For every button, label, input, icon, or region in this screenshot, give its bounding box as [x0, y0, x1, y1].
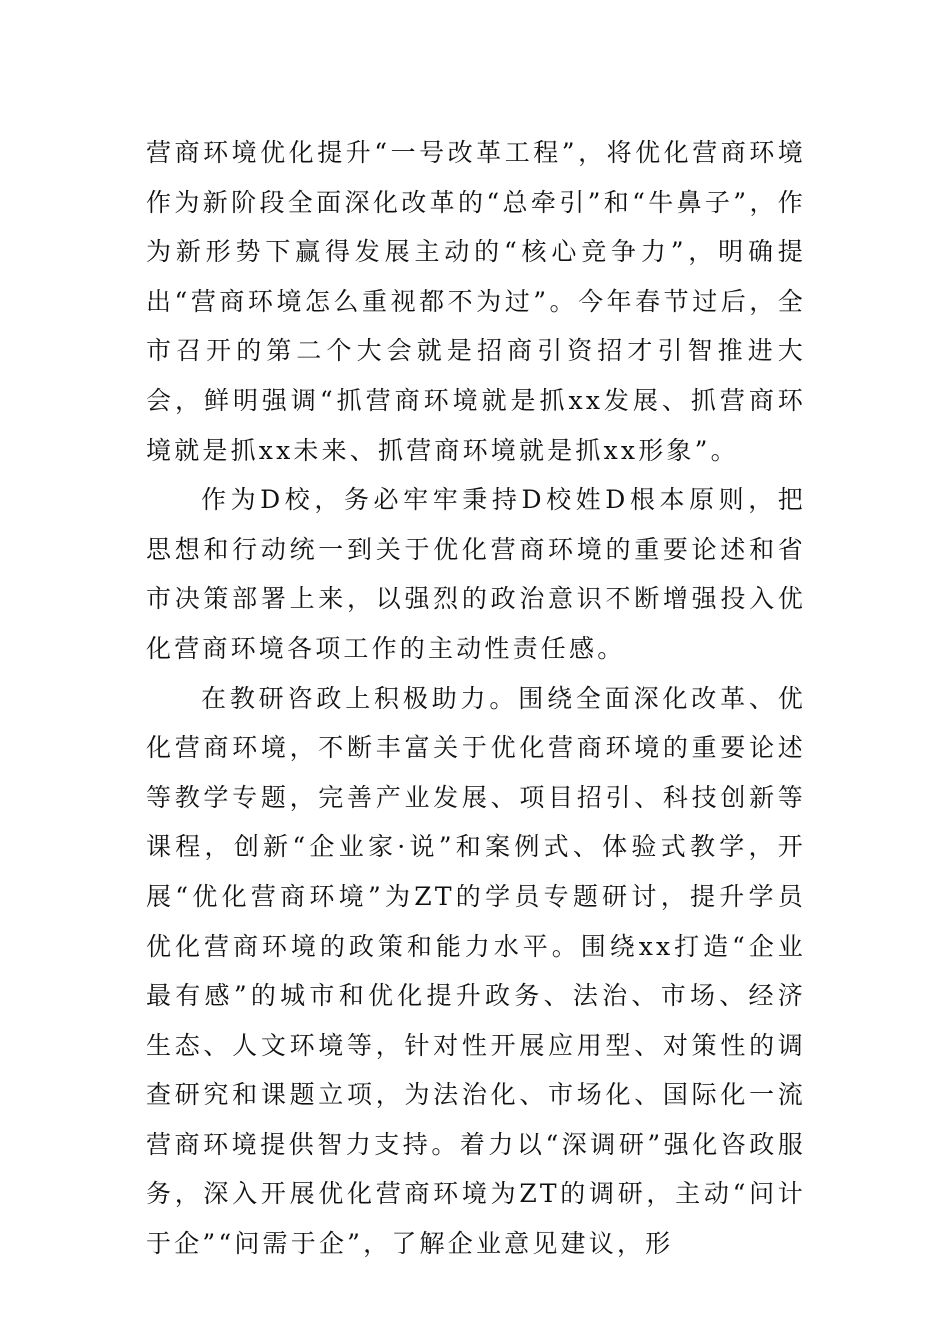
paragraph-continued: 营商环境优化提升“一号改革工程”，将优化营商环境作为新阶段全面深化改革的“总牵引”和“牛鼻子”，作为新形势下赢得发展主动的“核心竞争力”，明确提出“营商环境怎么重视都不为过”。今年春节过后，全市召开的第二个大会就是招商引资招才引智推进大会，鲜明强调“抓营商环境就是抓xx发展、抓营商环境就是抓xx未来、抓营商环境就是抓xx形象”。 — [146, 138, 806, 465]
paragraph-teaching-research: 在教研咨政上积极助力。围绕全面深化改革、优化营商环境，不断丰富关于优化营商环境的重要论述等教学专题，完善产业发展、项目招引、科技创新等课程，创新“企业家·说”和案例式、体验式教学，开展“优化营商环境”为ZT的学员专题研讨，提升学员优化营商环境的政策和能力水平。围绕xx打造“企业最有感”的城市和优化提升政务、法治、市场、经济生态、人文环境等，针对性开展应用型、对策性的调查研究和课题立项，为法治化、市场化、国际化一流营商环境提供智力支持。着力以“深调研”强化咨政服务，深入开展优化营商环境为ZT的调研，主动“问计于企”“问需于企”，了解企业意见建议，形 — [146, 683, 806, 1259]
paragraph-party-school-principle: 作为D校，务必牢牢秉持D校姓D根本原则，把思想和行动统一到关于优化营商环境的重要论述和省市决策部署上来，以强烈的政治意识不断增强投入优化营商环境各项工作的主动性责任感。 — [146, 485, 806, 663]
document-body — [146, 128, 806, 1269]
